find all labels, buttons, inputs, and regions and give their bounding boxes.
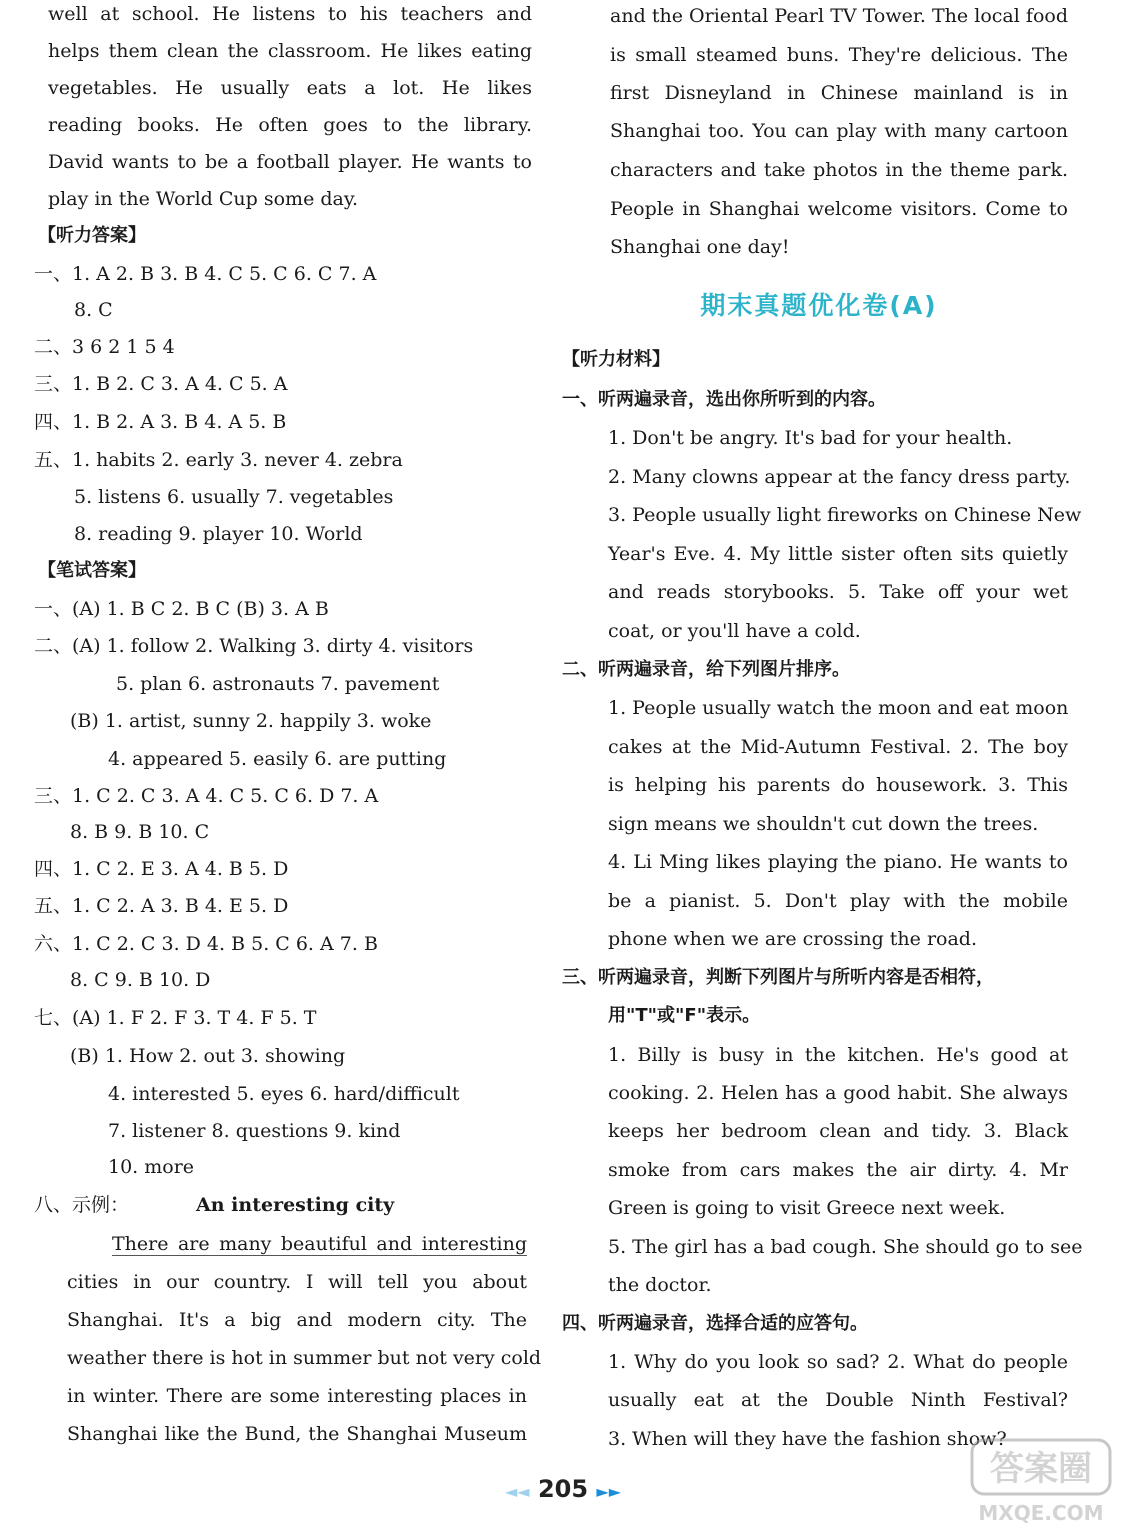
arrow-right-icon: ►► bbox=[596, 1482, 622, 1501]
text-line: 1. Billy is busy in the kitchen. He's good at bbox=[608, 1044, 1068, 1066]
essay-line bbox=[112, 1230, 527, 1258]
answer-line: 四、1. B 2. A 3. B 4. A 5. B bbox=[34, 411, 287, 433]
answer-line: 五、1. C 2. A 3. B 4. E 5. D bbox=[34, 895, 289, 917]
text-line: 2. Many clowns appear at the fancy dress party. bbox=[608, 466, 1071, 488]
arrow-left-icon: ◄◄ bbox=[504, 1482, 530, 1501]
text-line: and reads storybooks. 5. Take off your wet bbox=[608, 581, 1068, 603]
text-line: 4. Li Ming likes playing the piano. He wants to bbox=[608, 851, 1068, 873]
text-line: Green is going to visit Greece next week. bbox=[608, 1197, 1006, 1219]
answer-line: 8. C bbox=[74, 299, 113, 321]
essay-line: and the Oriental Pearl TV Tower. The local food bbox=[610, 5, 1068, 27]
answer-line: 4. interested 5. eyes 6. hard/difficult bbox=[108, 1083, 460, 1105]
text-line: cakes at the Mid-Autumn Festival. 2. The boy bbox=[608, 736, 1068, 758]
page-footer bbox=[0, 1474, 1126, 1507]
text-line: well at school. He listens to his teachers and bbox=[48, 3, 532, 25]
answer-line: 二、(A) 1. follow 2. Walking 3. dirty 4. visitors bbox=[34, 635, 474, 657]
heading-written-answers: 【笔试答案】 bbox=[38, 560, 146, 581]
heading-listening-answers: 【听力答案】 bbox=[38, 225, 146, 246]
answer-line: 三、1. B 2. C 3. A 4. C 5. A bbox=[34, 373, 288, 395]
answer-line: 8. B 9. B 10. C bbox=[70, 821, 210, 843]
answer-line: 一、1. A 2. B 3. B 4. C 5. C 6. C 7. A bbox=[34, 263, 377, 285]
text-line: sign means we shouldn't cut down the trees. bbox=[608, 813, 1039, 835]
watermark-url: MXQE.COM bbox=[978, 1501, 1104, 1525]
essay-line: is small steamed buns. They're delicious. The bbox=[610, 44, 1068, 66]
answer-line: 四、1. C 2. E 3. A 4. B 5. D bbox=[34, 858, 289, 880]
text-line: 1. People usually watch the moon and eat moon bbox=[608, 697, 1069, 719]
text-line: 3. People usually light fireworks on Chinese New bbox=[608, 504, 1082, 526]
essay-line: Shanghai. It's a big and modern city. The bbox=[67, 1309, 527, 1331]
watermark-text: 答案圈 bbox=[990, 1449, 1092, 1489]
text-line: be a pianist. 5. Don't play with the mobile bbox=[608, 890, 1068, 912]
text-line: is helping his parents do housework. 3. This bbox=[608, 774, 1068, 796]
answer-line: 一、(A) 1. B C 2. B C (B) 3. A B bbox=[34, 598, 329, 620]
question-heading: 三、听两遍录音，判断下列图片与所听内容是否相符， bbox=[562, 967, 994, 988]
essay-line: characters and take photos in the theme park. bbox=[610, 159, 1068, 181]
text-line: reading books. He often goes to the library. bbox=[48, 114, 532, 136]
question-heading: 四、听两遍录音，选择合适的应答句。 bbox=[562, 1313, 868, 1334]
text-line: keeps her bedroom clean and tidy. 3. Black bbox=[608, 1120, 1068, 1142]
text-line: coat, or you'll have a cold. bbox=[608, 620, 861, 642]
text-line: play in the World Cup some day. bbox=[48, 188, 359, 210]
example-label: 八、示例： bbox=[34, 1194, 130, 1216]
text-line: cooking. 2. Helen has a good habit. She always bbox=[608, 1082, 1068, 1104]
answer-line: 七、(A) 1. F 2. F 3. T 4. F 5. T bbox=[34, 1007, 317, 1029]
text-line: Year's Eve. 4. My little sister often sits quietly bbox=[608, 543, 1068, 565]
text-line: 1. Don't be angry. It's bad for your health. bbox=[608, 427, 1013, 449]
text-line: usually eat at the Double Ninth Festival? bbox=[608, 1389, 1068, 1411]
answer-line: 六、1. C 2. C 3. D 4. B 5. C 6. A 7. B bbox=[34, 933, 378, 955]
watermark-logo bbox=[966, 1432, 1116, 1530]
text-line: 1. Why do you look so sad? 2. What do people bbox=[608, 1351, 1068, 1373]
page-number: 205 bbox=[537, 1475, 589, 1503]
section-title: 期末真题优化卷(A) bbox=[700, 291, 938, 320]
text-line: helps them clean the classroom. He likes eating bbox=[48, 40, 532, 62]
essay-line: first Disneyland in Chinese mainland is in bbox=[610, 82, 1068, 104]
text-line: 5. The girl has a bad cough. She should go to see bbox=[608, 1236, 1083, 1258]
answer-line: 7. listener 8. questions 9. kind bbox=[108, 1120, 401, 1142]
essay-line: weather there is hot in summer but not very cold bbox=[67, 1347, 542, 1369]
essay-line: People in Shanghai welcome visitors. Come to bbox=[610, 198, 1068, 220]
essay-line: Shanghai one day! bbox=[610, 236, 790, 258]
text-line: David wants to be a football player. He wants to bbox=[48, 151, 532, 173]
text-line: 3. When will they have the fashion show? bbox=[608, 1428, 1007, 1450]
answer-line: 五、1. habits 2. early 3. never 4. zebra bbox=[34, 449, 403, 471]
answer-line: 10. more bbox=[108, 1156, 195, 1178]
answer-line: (B) 1. artist, sunny 2. happily 3. woke bbox=[70, 710, 432, 732]
essay-line: cities in our country. I will tell you about bbox=[67, 1271, 527, 1293]
question-heading: 二、听两遍录音，给下列图片排序。 bbox=[562, 659, 850, 680]
essay-line: in winter. There are some interesting places in bbox=[67, 1385, 527, 1407]
answer-line: 8. C 9. B 10. D bbox=[70, 969, 211, 991]
heading-listening-material: 【听力材料】 bbox=[562, 349, 670, 370]
answer-line: (B) 1. How 2. out 3. showing bbox=[70, 1045, 346, 1067]
answer-line: 5. plan 6. astronauts 7. pavement bbox=[116, 673, 440, 695]
essay-title: An interesting city bbox=[196, 1194, 395, 1216]
answer-line: 8. reading 9. player 10. World bbox=[74, 523, 363, 545]
answer-line: 5. listens 6. usually 7. vegetables bbox=[74, 486, 394, 508]
answer-line: 4. appeared 5. easily 6. are putting bbox=[108, 748, 447, 770]
text-line: smoke from cars makes the air dirty. 4. Mr bbox=[608, 1159, 1068, 1181]
question-heading: 用"T"或"F"表示。 bbox=[608, 1005, 761, 1026]
essay-line: Shanghai like the Bund, the Shanghai Museum bbox=[67, 1423, 527, 1445]
answer-line: 三、1. C 2. C 3. A 4. C 5. C 6. D 7. A bbox=[34, 785, 379, 807]
text-line: the doctor. bbox=[608, 1274, 712, 1296]
answer-line: 二、3 6 2 1 5 4 bbox=[34, 336, 175, 358]
text-line: vegetables. He usually eats a lot. He likes bbox=[48, 77, 532, 99]
essay-line: Shanghai too. You can play with many cartoon bbox=[610, 120, 1068, 142]
question-heading: 一、听两遍录音，选出你所听到的内容。 bbox=[562, 389, 886, 410]
text-line: phone when we are crossing the road. bbox=[608, 928, 978, 950]
essay-text: There are many beautiful and interesting bbox=[112, 1233, 527, 1255]
